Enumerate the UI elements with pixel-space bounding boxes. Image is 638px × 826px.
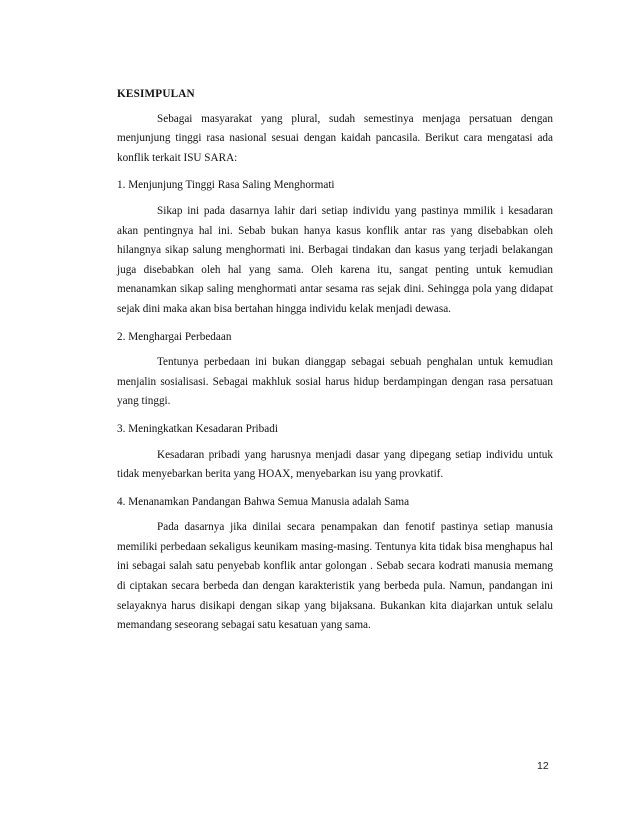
section-heading-3: 3. Meningkatkan Kesadaran Pribadi	[117, 422, 278, 435]
document-body	[117, 85, 553, 636]
intro-paragraph: Sebagai masyarakat yang plural, sudah semestinya menjaga persatuan dengan menjunjung tinggi rasa nasional sesuai dengan kaidah pancasila. Berikut cara mengatasi ada konflik terkait ISU SARA:	[117, 112, 553, 164]
section-body-3: Kesadaran pribadi yang harusnya menjadi dasar yang dipegang setiap individu untuk tidak menyebarkan berita yang HOAX, menyebarkan isu yang provkatif.	[117, 448, 553, 481]
section-body-4: Pada dasarnya jika dinilai secara penampakan dan fenotif pastinya setiap manusia memiliki perbedaan sekaligus keunikam masing-masing. Tentunya kita tidak bisa menghapus hal ini sebagai salah satu penyebab konflik antar golongan . Sebab secara kodrati manusia memang di ciptakan secara berbeda dan dengan karakteristik yang berbeda pula. Namun, pandangan ini selayaknya harus disikapi dengan sikap yang bijaksana. Bukankan kita diajarkan untuk selalu memandang seseorang sebagai satu kesatuan yang sama.	[117, 521, 553, 632]
page-title: KESIMPULAN	[117, 88, 195, 100]
section-body-2: Tentunya perbedaan ini bukan dianggap sebagai sebuah penghalan untuk kemudian menjalin sosialisasi. Sebagai makhluk sosial harus hidup berdampingan dengan rasa persatuan yang tinggi.	[117, 356, 553, 408]
section-heading-2: 2. Menghargai Perbedaan	[117, 330, 232, 343]
section-heading-1: 1. Menjunjung Tinggi Rasa Saling Menghormati	[117, 179, 335, 192]
section-body-1: Sikap ini pada dasarnya lahir dari setiap individu yang pastinya mmilik i kesadaran akan pentingnya hal ini. Sebab bukan hanya kasus konflik antar ras yang disebabkan oleh hilangnya sikap salung menghormati ini. Berbagai tindakan dan kasus yang terjadi belakangan juga disebabkan oleh hal yang sama. Oleh karena itu, sangat penting untuk kemudian menanamkan sikap saling menghormati antar sesama ras sejak dini. Sehingga pola yang didapat sejak dini maka akan bisa bertahan hingga individu kelak menjadi dewasa.	[117, 204, 553, 315]
section-heading-4: 4. Menanamkan Pandangan Bahwa Semua Manusia adalah Sama	[117, 495, 410, 508]
page-number: 12	[537, 760, 549, 772]
